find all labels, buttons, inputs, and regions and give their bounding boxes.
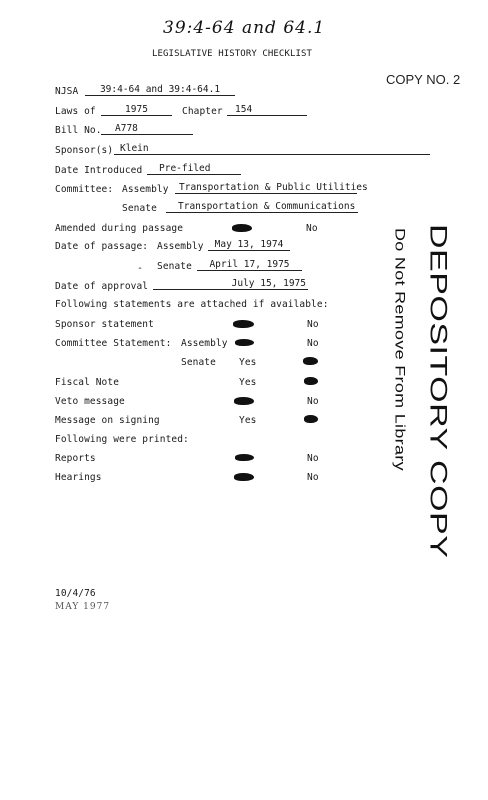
handwritten-header: 39:4-64 and 64.1 [163, 18, 326, 38]
veto-message-no: No [307, 396, 319, 407]
redaction-mark [232, 224, 252, 232]
chapter-label: Chapter [182, 106, 223, 117]
laws-of-value: 1975 [101, 104, 172, 116]
committee-senate-value: Transportation & Communications [166, 201, 358, 213]
redaction-mark [235, 454, 254, 461]
committee-senate-label: Senate [122, 203, 157, 214]
committee-statement-senate-label: Senate [181, 357, 216, 368]
approval-value: July 15, 1975 [153, 278, 308, 290]
page-title: LEGISLATIVE HISTORY CHECKLIST [152, 49, 313, 59]
printed-heading: Following were printed: [55, 434, 189, 445]
passage-label: Date of passage: [55, 241, 149, 252]
statements-heading: Following statements are attached if available: [55, 299, 329, 310]
depository-stamp-title: DEPOSITORY COPY [424, 224, 452, 559]
footer-date: 10/4/76 [55, 588, 96, 599]
fiscal-note-yes: Yes [239, 377, 257, 388]
committee-assembly-value: Transportation & Public Utilities [175, 182, 357, 194]
committee-statement-label: Committee Statement: [55, 338, 172, 349]
passage-assembly-value: May 13, 1974 [208, 239, 290, 251]
njsa-label: NJSA [55, 86, 79, 97]
received-stamp: MAY 1977 [55, 602, 111, 612]
chapter-value: 154 [227, 104, 307, 116]
bill-no-value: A778 [101, 123, 193, 135]
sponsors-label: Sponsor(s) [55, 145, 114, 156]
reports-label: Reports [55, 453, 96, 464]
passage-senate-value: April 17, 1975 [197, 259, 302, 271]
redaction-mark [304, 377, 318, 385]
depository-stamp-subtitle: Do Not Remove From Library [392, 228, 408, 471]
sponsor-statement-no: No [307, 319, 319, 330]
approval-label: Date of approval [55, 281, 149, 292]
committee-statement-assembly-label: Assembly [181, 338, 228, 349]
date-introduced-label: Date Introduced [55, 165, 143, 176]
veto-message-label: Veto message [55, 396, 125, 407]
redaction-mark [303, 357, 318, 365]
njsa-value: 39:4-64 and 39:4-64.1 [85, 84, 235, 96]
redaction-mark [233, 320, 254, 328]
hearings-no: No [307, 472, 319, 483]
dash-mark: - [137, 263, 144, 274]
redaction-mark [304, 415, 318, 423]
passage-senate-label: Senate [157, 261, 192, 272]
hearings-label: Hearings [55, 472, 102, 483]
redaction-mark [234, 397, 254, 405]
committee-statement-assembly-no: No [307, 338, 319, 349]
passage-assembly-label: Assembly [157, 241, 204, 252]
committee-label: Committee: [55, 184, 114, 195]
sponsor-statement-label: Sponsor statement [55, 319, 154, 330]
sponsors-value: Klein [114, 143, 430, 155]
redaction-mark [234, 473, 254, 481]
reports-no: No [307, 453, 319, 464]
laws-of-label: Laws of [55, 106, 96, 117]
committee-assembly-label: Assembly [122, 184, 169, 195]
committee-statement-senate-yes: Yes [239, 357, 257, 368]
fiscal-note-label: Fiscal Note [55, 377, 120, 388]
signing-message-yes: Yes [239, 415, 257, 426]
redaction-mark [235, 339, 254, 346]
signing-message-label: Message on signing [55, 415, 160, 426]
copy-number: COPY NO. 2 [386, 72, 461, 87]
amended-label: Amended during passage [55, 223, 184, 234]
bill-no-label: Bill No. [55, 125, 102, 136]
amended-no: No [306, 223, 318, 234]
date-introduced-value: Pre-filed [147, 163, 241, 175]
